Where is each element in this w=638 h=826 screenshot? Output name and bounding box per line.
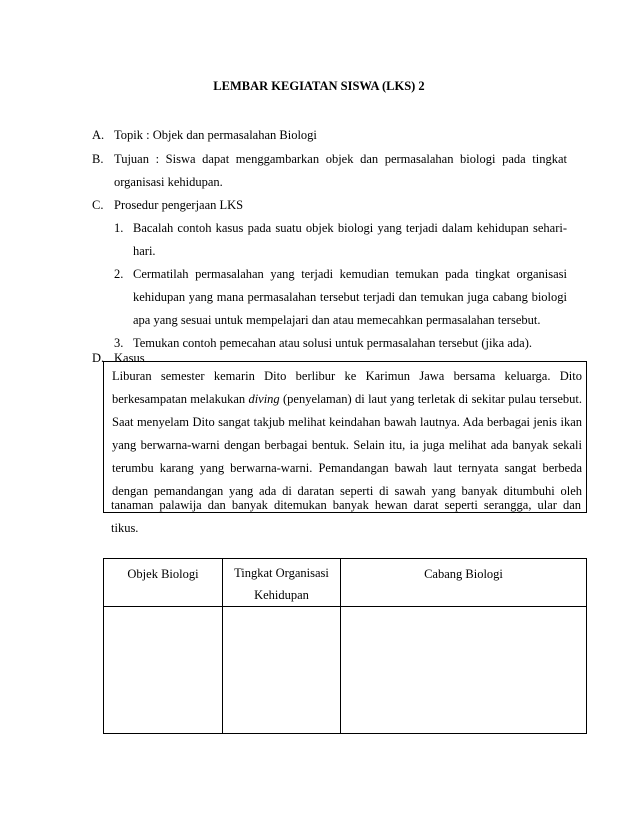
- section-b-objective-line1: Tujuan : Siswa dapat menggambarkan objek dan permasalahan biologi pada tingkat: [114, 152, 567, 166]
- section-c-heading: Prosedur pengerjaan LKS: [114, 198, 244, 212]
- answer-cell-objek[interactable]: [104, 607, 223, 734]
- case-line-1: Liburan semester kemarin Dito berlibur ke Karimun Jawa bersama keluarga. Dito: [112, 369, 582, 383]
- case-italic-word: diving: [248, 392, 280, 406]
- section-a-letter: A.: [92, 128, 105, 142]
- case-line-8: tikus.: [111, 521, 139, 535]
- header-tingkat-line2: Kehidupan: [254, 588, 309, 602]
- step-1-number: 1.: [114, 221, 124, 235]
- page-title: LEMBAR KEGIATAN SISWA (LKS) 2: [213, 79, 425, 93]
- section-c-letter: C.: [92, 198, 104, 212]
- header-cabang-biologi-label: Cabang Biologi: [424, 567, 503, 581]
- case-line-6: dengan pemandangan yang ada di daratan seperti di sawah yang banyak ditumbuhi oleh: [112, 484, 582, 498]
- step-2-line1: Cermatilah permasalahan yang terjadi kemudian temukan pada tingkat organisasi: [133, 267, 567, 281]
- case-line-2-end: (penyelaman) di laut yang terletak di sekitar pulau tersebut.: [279, 392, 582, 406]
- step-2-line3: apa yang sesuai untuk mempelajari dan atau memecahkan permasalahan tersebut.: [133, 313, 541, 327]
- step-2-number: 2.: [114, 267, 124, 281]
- header-tingkat-line1: Tingkat Organisasi: [234, 566, 329, 580]
- case-line-4: yang berwarna-warni dengan berbagai bentuk. Selain itu, ia juga melihat ada banyak sekali: [112, 438, 582, 452]
- case-line-7: tanaman palawija dan banyak ditemukan banyak hewan darat seperti serangga, ular dan: [111, 498, 581, 512]
- header-tingkat-organisasi-label: [223, 559, 340, 606]
- section-d-heading: Kasus: [114, 351, 145, 365]
- answer-cell-tingkat[interactable]: [223, 607, 341, 734]
- case-box: [103, 361, 587, 513]
- step-1-line2: hari.: [133, 244, 156, 258]
- step-2-line2: kehidupan yang mana permasalahan tersebut terjadi dan temukan juga cabang biologi: [133, 290, 567, 304]
- step-1-line1: Bacalah contoh kasus pada suatu objek biologi yang terjadi dalam kehidupan sehari-: [133, 221, 567, 235]
- answer-cell-cabang[interactable]: [341, 607, 587, 734]
- section-b-objective-line2: organisasi kehidupan.: [114, 175, 223, 189]
- case-line-3: Saat menyelam Dito sangat takjub melihat keindahan bawah lautnya. Ada berbagai jenis ikan: [112, 415, 582, 429]
- table-header-row: [104, 559, 587, 607]
- header-tingkat-organisasi: [223, 559, 341, 607]
- step-3-line1: Temukan contoh pemecahan atau solusi untuk permasalahan tersebut (jika ada).: [133, 336, 532, 350]
- section-b-letter: B.: [92, 152, 104, 166]
- header-objek-biologi: [104, 559, 223, 607]
- header-cabang-biologi: [341, 559, 587, 607]
- case-line-2-start: berkesampatan melakukan: [112, 392, 249, 406]
- step-3-number: 3.: [114, 336, 124, 350]
- header-objek-biologi-label: Objek Biologi: [127, 567, 199, 581]
- section-d-letter: D.: [92, 351, 105, 365]
- case-line-5: terumbu karang yang berwarna-warni. Pemandangan bawah laut ternyata sangat berbeda: [112, 461, 582, 475]
- answer-table: [103, 558, 587, 734]
- case-line-2: [112, 391, 582, 407]
- table-row: [104, 607, 587, 734]
- section-a-topic: Topik : Objek dan permasalahan Biologi: [114, 128, 317, 142]
